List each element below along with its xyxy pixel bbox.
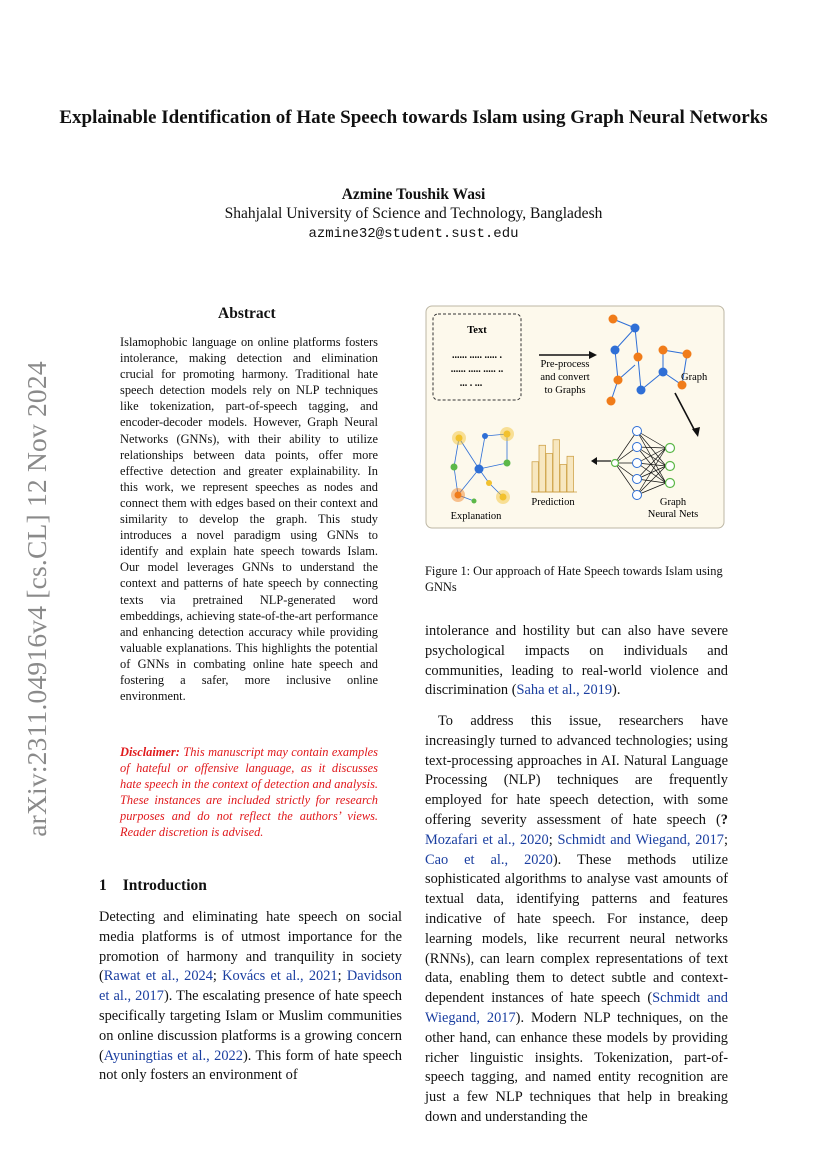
citation-link[interactable]: Mozafari et al., 2020 [425, 831, 549, 848]
nn-node [633, 491, 642, 500]
prediction-bar [567, 456, 574, 492]
text-dots-line-3: ... . ... [459, 378, 483, 389]
explanation-node [455, 492, 462, 499]
citation-link[interactable]: Davidson et al., 2017 [99, 968, 402, 1005]
nn-input-node [612, 460, 619, 467]
graph-node [637, 386, 646, 395]
disclaimer-label: Disclaimer: [120, 745, 180, 759]
nn-node [633, 427, 642, 436]
nn-node [633, 475, 642, 484]
figure-panel [426, 306, 724, 528]
text-dots-line-1: ...... ..... ..... . [452, 350, 502, 361]
graph-node [631, 324, 640, 333]
citation-link[interactable]: Rawat et al., 2024 [103, 968, 213, 985]
explanation-node [475, 465, 484, 474]
figure-1-caption: Figure 1: Our approach of Hate Speech towards Islam using GNNs [425, 564, 723, 594]
explanation-node [486, 480, 492, 486]
figure-1-diagram [425, 305, 725, 529]
nn-node [633, 459, 642, 468]
graph-node [659, 368, 668, 377]
explanation-node [451, 464, 458, 471]
nn-node [666, 479, 675, 488]
graph-node [614, 376, 623, 385]
citation-link[interactable]: Ayuningtias et al., 2022 [103, 1047, 243, 1064]
preprocess-label-3: to Graphs [544, 385, 586, 396]
explanation-node [456, 435, 463, 442]
citation-link[interactable]: Schmidt and Wiegand, 2017 [425, 990, 728, 1026]
intro-paragraph-1: Detecting and eliminating hate speech on social media platforms is of utmost importance for the promotion of harmony and tranquility in society (Rawat et al., 2024; Kovács et al., 2021; Davidson et al., 2017). The escalating presence of hate speech specifically targeting Islam or Muslim communities on online discussion platforms is a growing concern (Ayuningtias et al., 2022). This form of hate speech not only fosters an environment of [99, 909, 402, 1084]
gnn-label-1: Graph [659, 497, 687, 508]
citation-link[interactable]: Cao et al., 2020 [425, 851, 553, 868]
nn-node [633, 443, 642, 452]
preprocess-label-2: and convert [540, 372, 590, 383]
prediction-bar [560, 465, 567, 493]
prediction-bar [532, 462, 539, 492]
citation-link[interactable]: Kovács et al., 2021 [222, 968, 338, 985]
graph-node [659, 346, 668, 355]
text-dots-line-2: ...... ..... ..... .. [450, 364, 504, 375]
section-heading-introduction: 1 Introduction [99, 877, 207, 894]
gnn-label-2: Neural Nets [647, 509, 699, 520]
nn-node [666, 444, 675, 453]
arxiv-stamp: arXiv:2311.04916v4 [cs.CL] 12 Nov 2024 [21, 361, 52, 837]
prediction-label: Prediction [531, 497, 575, 508]
citation-link[interactable]: Saha et al., 2019 [516, 682, 613, 699]
nn-node [666, 462, 675, 471]
explanation-label: Explanation [450, 511, 502, 522]
explanation-node [504, 431, 511, 438]
prediction-bar [546, 454, 553, 493]
missing-citation-mark: ? [720, 811, 728, 828]
citation-link[interactable]: Schmidt and Wiegand, 2017 [557, 831, 724, 848]
text-box-title: Text [467, 325, 487, 336]
graph-node [607, 397, 616, 406]
neural-net-output-nodes [666, 444, 675, 488]
prediction-bar [539, 445, 546, 492]
graph-node [634, 353, 643, 362]
author-name: Azmine Toushik Wasi [341, 186, 486, 203]
explanation-node [504, 460, 511, 467]
preprocess-label-1: Pre-process [540, 359, 590, 370]
intro-paragraph-2: intolerance and hostility but can also have severe psychological impacts on individuals and communities, leading to real-world violence and discrimination (Saha et al., 2019). [425, 623, 728, 699]
disclaimer [120, 744, 378, 841]
explanation-node [472, 499, 477, 504]
graph-node [683, 350, 692, 359]
prediction-bar [553, 440, 560, 492]
intro-paragraph-3: To address this issue, researchers have increasingly turned to advanced technologies; using text-processing approaches in AI. Natural Language Processing (NLP) techniques are frequently employed for hate speech detection, with some offering severity assessment of hate speech (?Mozafari et al., 2020; Schmidt and Wiegand, 2017; Cao et al., 2020). These methods utilize sophisticated algorithms to analyse vast amounts of textual data, identifying patterns and features indicative of hate speech. For instance, deep learning models, like recurrent neural networks (RNNs), can learn complex representations of text data, enabling them to detect subtle and context-dependent instances of hate speech (Schmidt and Wiegand, 2017). Modern NLP techniques, on the other hand, can enhance these models by providing richer linguistic insights. Tokenization, part-of-speech tagging, and named entity recognition are just a few NLP techniques that help in breaking down and understanding the [425, 713, 728, 1125]
author-affiliation: Shahjalal University of Science and Technology, Bangladesh [224, 205, 603, 222]
disclaimer-text: This manuscript may contain examples of hateful or offensive language, as it discusses hate speech in the context of detection and analysis. These instances are included strictly for research purposes and do not reflect the authors’ views. Reader discretion is advised. [120, 745, 378, 840]
graph-node [611, 346, 620, 355]
abstract-text: Islamophobic language on online platforms fosters intolerance, making detection and elimination crucial for promoting harmony. Traditional hate speech detection models rely on NLP techniques like tokenization, part-of-speech tagging, and encoder-decoder models. However, Graph Neural Networks (GNNs), with their ability to utilize relationships between data points, offer more effective detection and greater explainability. In this work, we represent speeches as nodes and connect them with edges based on their context and similarity to develop the graph. This study introduces a novel paradigm using GNNs to identify and explain hate speech towards Islam. Our model leverages GNNs to understand the context and patterns of hate speech by connecting texts via pretrained NLP-generated word embeddings, achieving state-of-the-art performance and enhancing detection accuracy while providing valuable explanations. This highlights the potential of GNNs in combating online hate speech and fostering a safer, more inclusive online environment. [120, 335, 378, 704]
abstract-heading: Abstract [218, 305, 276, 322]
author-email[interactable]: azmine32@student.sust.edu [308, 226, 519, 242]
paper-title: Explainable Identification of Hate Speech towards Islam using Graph Neural Networks [59, 107, 768, 128]
graph-label: Graph [681, 372, 708, 383]
explanation-node [482, 433, 488, 439]
graph-node [609, 315, 618, 324]
explanation-node [500, 494, 507, 501]
